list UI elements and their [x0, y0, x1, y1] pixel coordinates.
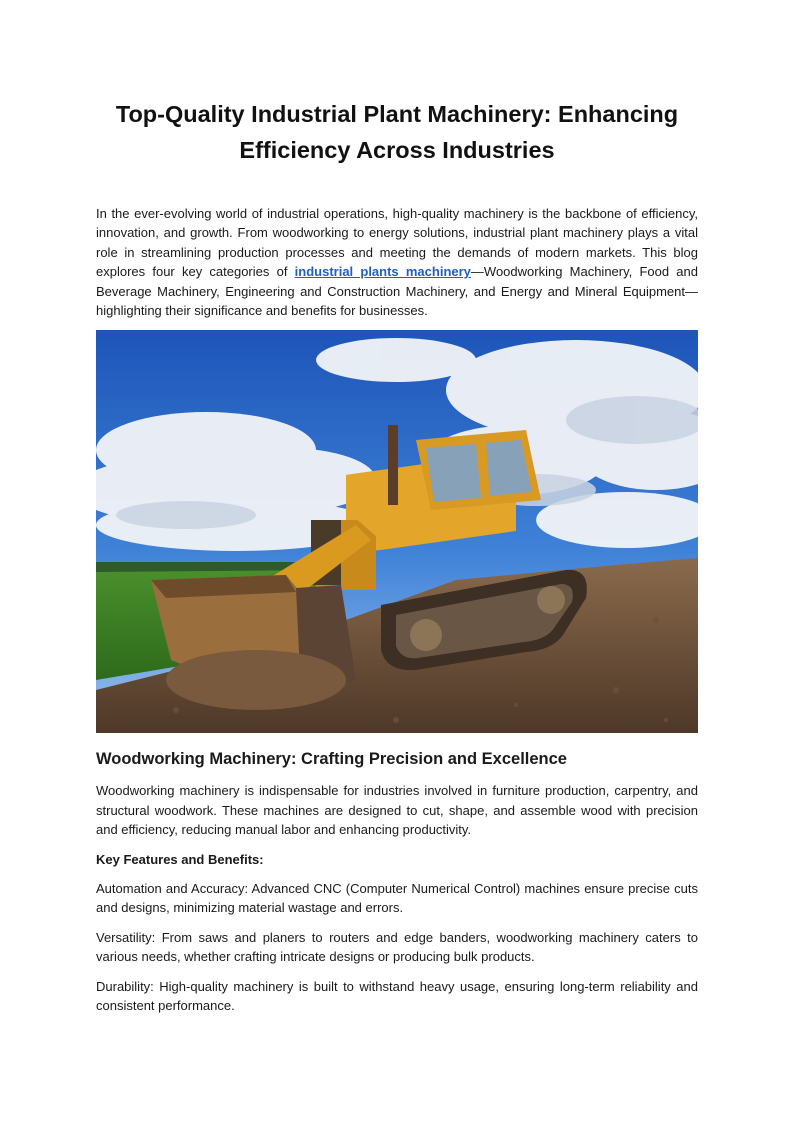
article-title: [96, 96, 698, 168]
feature-versatility: Versatility: From saws and planers to routers and edge banders, woodworking machinery caters to various needs, whether crafting intricate designs or producing bulk products.: [96, 929, 698, 965]
bulldozer-photo: [96, 330, 698, 733]
feature-durability: Durability: High-quality machinery is built to withstand heavy usage, ensuring long-term reliability and consistent performance.: [96, 978, 698, 1014]
woodworking-paragraph: Woodworking machinery is indispensable for industries involved in furniture production, carpentry, and structural woodwork. These machines are designed to cut, shape, and assemble wood with precision and efficiency, reducing manual labor and enhancing productivity.: [96, 783, 698, 838]
intro-text-end: —Woodworking Machinery, Food and Beverage Machinery, Engineering and Construction Machinery, and Energy and Mineral Equipment—highlighting their significance and benefits for businesses.: [96, 264, 698, 319]
intro-paragraph: [96, 204, 698, 320]
intro-text-start: In the ever-evolving world of industrial operations, high-quality machinery is the backbone of efficiency, innovation, and growth. From woodworking to energy solutions, industrial plant machinery plays a vital role in streamlining production processes and meeting the demands of modern markets. This blog explores four key categories of: [96, 206, 698, 280]
article-body: [96, 96, 698, 1016]
section-heading-woodworking: Woodworking Machinery: Crafting Precision and Excellence: [96, 750, 567, 769]
title-line-1: Top-Quality Industrial Plant Machinery: Enhancing: [115, 101, 679, 127]
industrial-plants-machinery-link[interactable]: industrial plants machinery: [294, 264, 471, 280]
key-features-label: Key Features and Benefits:: [96, 851, 264, 867]
feature-automation: Automation and Accuracy: Advanced CNC (Computer Numerical Control) machines ensure precise cuts and designs, minimizing material wastage and errors.: [96, 881, 698, 916]
title-line-2: Efficiency Across Industries: [239, 137, 555, 163]
